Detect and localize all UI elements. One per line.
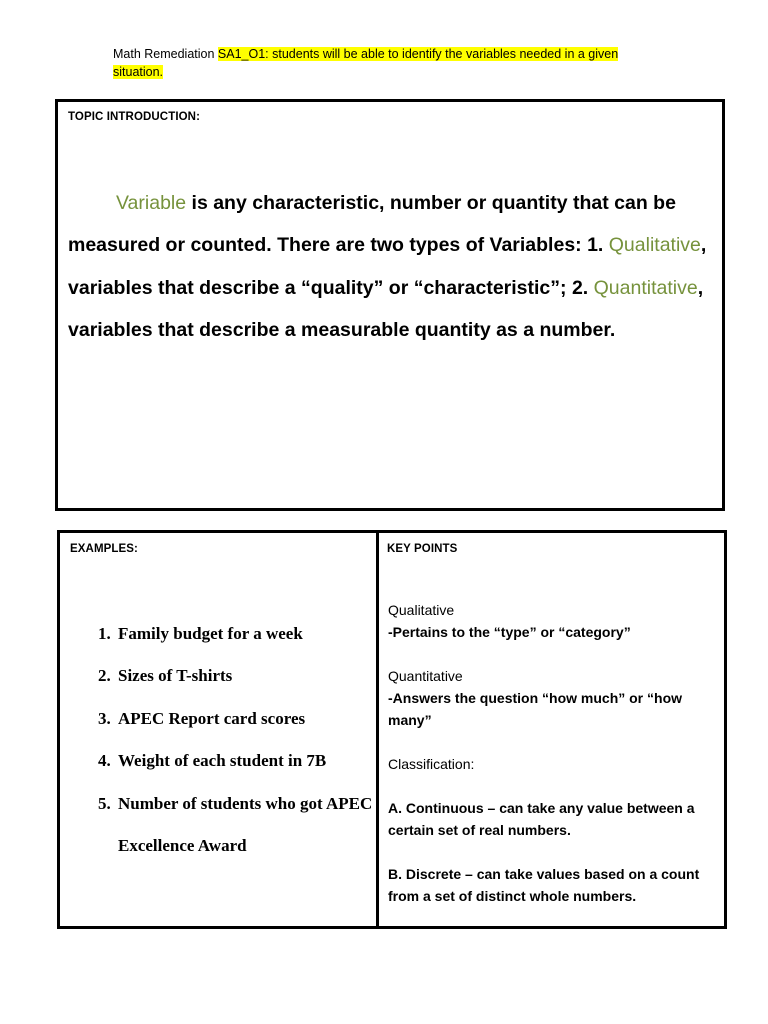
key-points-label: KEY POINTS <box>387 543 458 555</box>
key-points-content <box>388 599 718 907</box>
term-variable: Variable <box>116 192 187 214</box>
qualitative-description: -Pertains to the “type” or “category” <box>388 624 631 640</box>
learning-objective: SA1_O1: students will be able to identify the variables needed in a given situation. <box>113 47 619 79</box>
quantitative-title: Quantitative <box>388 668 463 684</box>
examples-list <box>93 613 395 867</box>
example-item: 1. Family budget for a week <box>115 613 395 655</box>
intro-text-2: , variables that describe a “quality” or “characteristic”; 2. <box>68 234 707 299</box>
intro-text-3: , variables that describe a measurable quantity as a number. <box>68 276 704 342</box>
continuous-definition: A. Continuous – can take any value between a certain set of real numbers. <box>388 800 695 838</box>
page-header <box>113 45 653 81</box>
examples-label: EXAMPLES: <box>70 543 138 555</box>
topic-introduction-box <box>55 99 725 511</box>
qualitative-title: Qualitative <box>388 602 455 618</box>
term-quantitative: Quantitative <box>593 276 698 299</box>
classification-title: Classification: <box>388 756 475 772</box>
term-qualitative: Qualitative <box>608 234 701 257</box>
example-item: 4. Weight of each student in 7B <box>115 740 395 782</box>
topic-introduction-text <box>68 182 718 352</box>
examples-keypoints-table <box>57 530 727 929</box>
example-item: 2. Sizes of T-shirts <box>115 655 395 697</box>
example-item: 5. Number of students who got APEC Excellence Award <box>115 783 395 868</box>
header-prefix: Math Remediation <box>113 47 218 61</box>
example-item: 3. APEC Report card scores <box>115 698 395 740</box>
quantitative-description: -Answers the question “how much” or “how many” <box>388 690 683 728</box>
topic-introduction-label: TOPIC INTRODUCTION: <box>68 111 201 123</box>
discrete-definition: B. Discrete – can take values based on a count from a set of distinct whole numbers. <box>388 866 700 904</box>
intro-text-1: is any characteristic, number or quantity that can be measured or counted. There are two types of Variables: 1. <box>68 192 676 257</box>
